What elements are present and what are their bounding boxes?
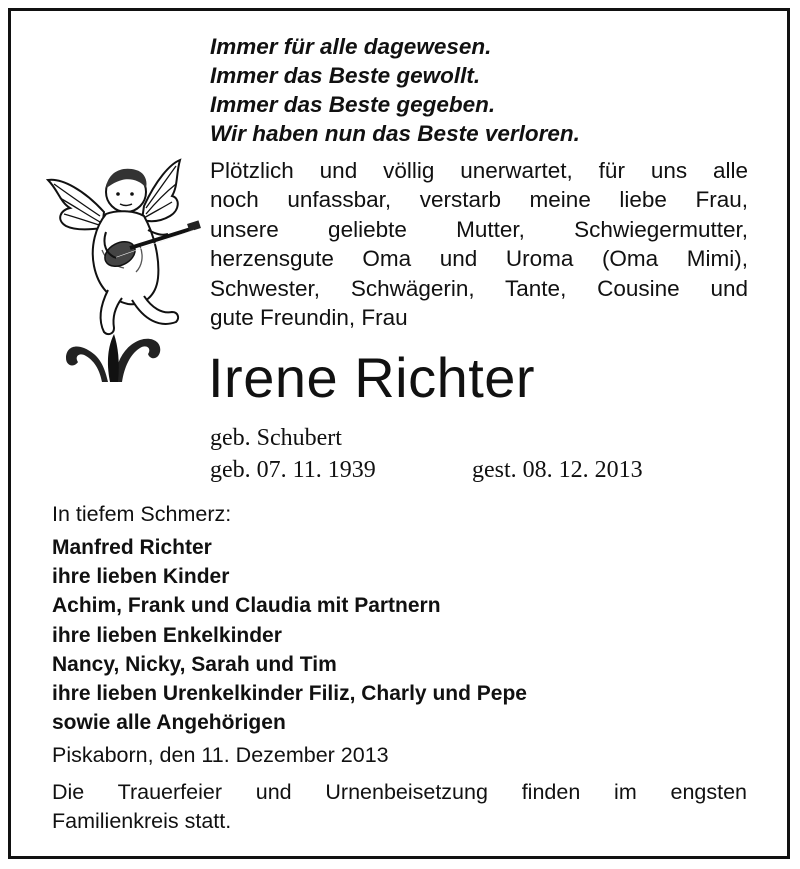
motto-line: Immer für alle dagewesen. [210, 34, 492, 59]
motto-line: Immer das Beste gewollt. [210, 63, 481, 88]
notice-line: Die Trauerfeier und Urnenbeisetzung finden im engsten [52, 780, 747, 804]
birth-date: geb. 07. 11. 1939 [210, 457, 376, 483]
funeral-notice [52, 778, 747, 835]
motto-line: Immer das Beste gegeben. [210, 92, 496, 117]
mourner-line: sowie alle Angehörigen [52, 711, 286, 735]
mourner-line: ihre lieben Urenkelkinder Filiz, Charly und Pepe [52, 682, 527, 706]
notice-line: Familienkreis statt. [52, 808, 232, 833]
place-date: Piskaborn, den 11. Dezember 2013 [52, 743, 389, 767]
mourners-list [52, 533, 527, 737]
grief-line: In tiefem Schmerz: [52, 502, 232, 526]
angel-with-lute-icon [44, 150, 204, 382]
mourner-line: Manfred Richter [52, 536, 212, 559]
intro-line: unsere geliebte Mutter, Schwiegermutter, [210, 216, 748, 242]
mourner-line: ihre lieben Kinder [52, 565, 230, 589]
intro-line: Plötzlich und völlig unerwartet, für uns alle [210, 158, 748, 183]
intro-line: gute Freundin, Frau [210, 305, 408, 331]
mourner-line: Nancy, Nicky, Sarah und Tim [52, 652, 337, 676]
intro-line: noch unfassbar, verstarb meine liebe Frau, [210, 187, 748, 213]
maiden-name: geb. Schubert [210, 425, 342, 451]
mourner-line: ihre lieben Enkelkinder [52, 623, 282, 647]
motto-verse [210, 32, 770, 148]
deceased-name: Irene Richter [208, 346, 536, 409]
death-date: gest. 08. 12. 2013 [472, 457, 643, 483]
intro-line: herzensgute Oma und Uroma (Oma Mimi), [210, 246, 748, 272]
intro-text [210, 156, 748, 332]
motto-line: Wir haben nun das Beste verloren. [210, 121, 580, 146]
intro-line: Schwester, Schwägerin, Tante, Cousine und [210, 275, 748, 301]
mourner-line: Achim, Frank und Claudia mit Partnern [52, 594, 441, 618]
